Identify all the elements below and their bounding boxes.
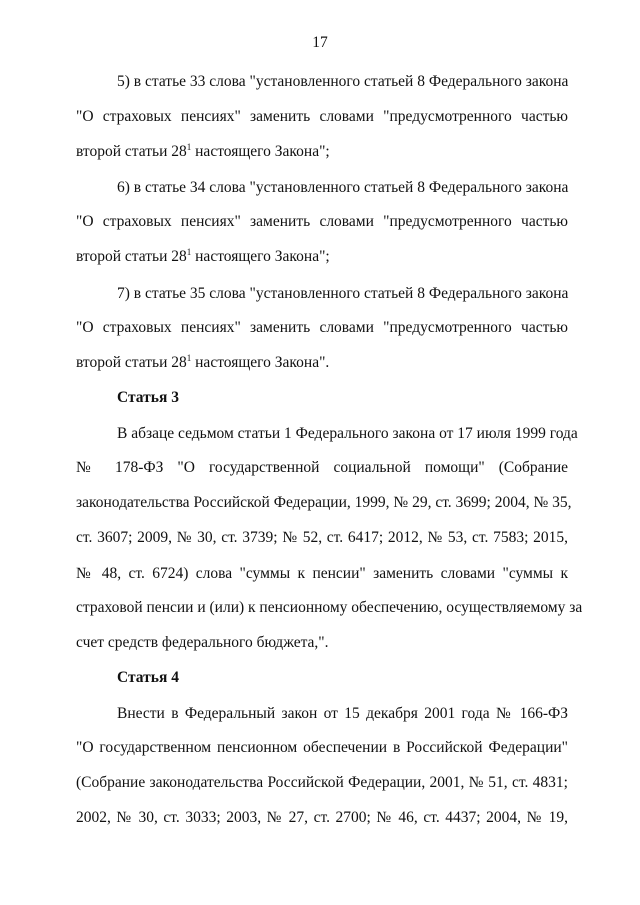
item-6-line-1: 6) в статье 34 слова "установленного статьей 8 Федерального закона xyxy=(117,179,569,196)
item-7-text: второй статьи 28 xyxy=(76,354,187,371)
article-4-heading: Статья 4 xyxy=(117,669,179,686)
article-3-line-4: ст. 3607; 2009, № 30, ст. 3739; № 52, ст. 6417; 2012, № 53, ст. 7583; 2015, xyxy=(76,529,568,546)
item-7-superscript: 1 xyxy=(186,353,192,363)
item-6-line-3 xyxy=(76,247,568,267)
item-5-text: второй статьи 28 xyxy=(76,143,187,160)
article-3-line-3: законодательства Российской Федерации, 1999, № 29, ст. 3699; 2004, № 35, xyxy=(76,494,572,511)
item-6-superscript: 1 xyxy=(186,247,192,257)
article-3-line-2: № 178-ФЗ "О государственной социальной помощи" (Собрание xyxy=(76,459,568,476)
item-5-text-end: настоящего Закона"; xyxy=(191,143,330,160)
article-3-line-6: страховой пенсии и (или) к пенсионному обеспечению, осуществляемому за xyxy=(76,599,583,616)
article-4-line-1: Внести в Федеральный закон от 15 декабря 2001 года № 166-ФЗ xyxy=(117,705,568,722)
item-6-text: второй статьи 28 xyxy=(76,248,187,265)
article-4-line-4: 2002, № 30, ст. 3033; 2003, № 27, ст. 2700; № 46, ст. 4437; 2004, № 19, xyxy=(76,809,568,826)
item-7-line-3 xyxy=(76,353,568,373)
item-5-line-3 xyxy=(76,142,568,162)
article-3-line-5: № 48, ст. 6724) слова "суммы к пенсии" заменить словами "суммы к xyxy=(76,565,568,582)
article-4-line-2: "О государственном пенсионном обеспечении в Российской Федерации" xyxy=(76,739,568,756)
article-3-heading: Статья 3 xyxy=(117,389,179,406)
article-3-line-1: В абзаце седьмом статьи 1 Федерального закона от 17 июля 1999 года xyxy=(117,425,578,442)
article-3-line-7: счет средств федерального бюджета,". xyxy=(76,634,329,651)
item-7-line-1: 7) в статье 35 слова "установленного статьей 8 Федерального закона xyxy=(117,285,569,302)
article-4-line-3: (Собрание законодательства Российской Федерации, 2001, № 51, ст. 4831; xyxy=(76,774,568,791)
page-number: 17 xyxy=(312,34,328,51)
item-5-line-1: 5) в статье 33 слова "установленного статьей 8 Федерального закона xyxy=(117,73,569,90)
item-6-line-2: "О страховых пенсиях" заменить словами "предусмотренного частью xyxy=(76,213,568,230)
item-5-line-2: "О страховых пенсиях" заменить словами "предусмотренного частью xyxy=(76,108,568,125)
item-7-line-2: "О страховых пенсиях" заменить словами "предусмотренного частью xyxy=(76,319,568,336)
item-6-text-end: настоящего Закона"; xyxy=(191,248,330,265)
item-7-text-end: настоящего Закона". xyxy=(191,354,330,371)
item-5-superscript: 1 xyxy=(186,142,192,152)
